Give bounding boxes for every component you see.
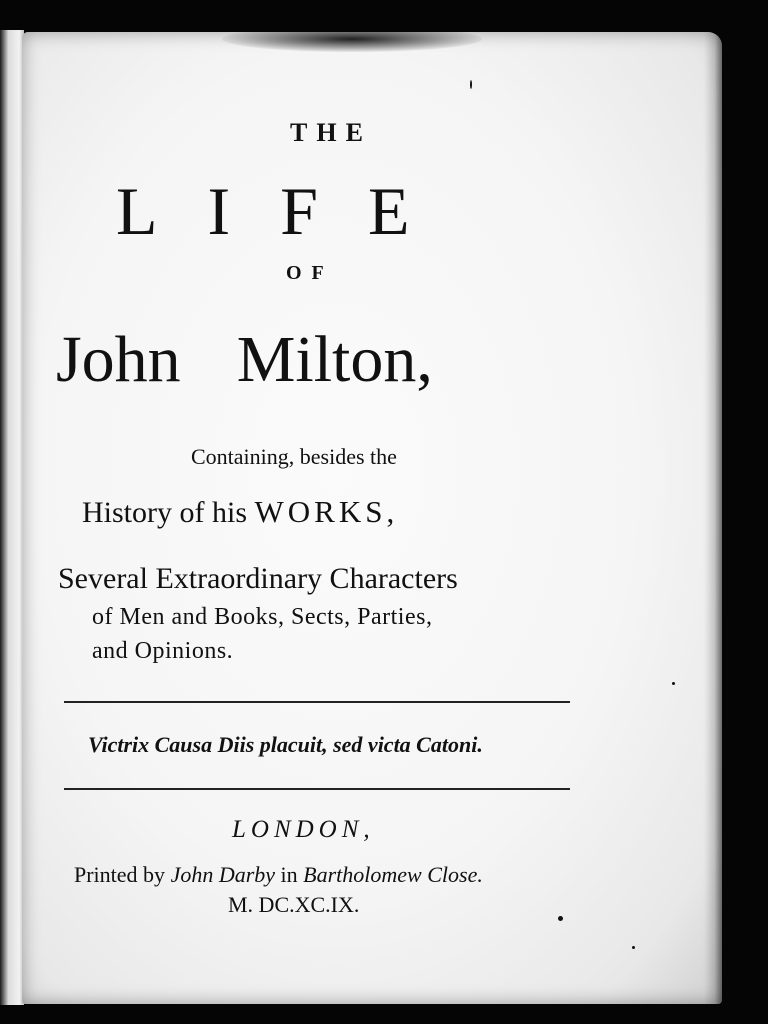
imprint-city: LONDON, [232, 816, 375, 843]
history-works: WORKS, [254, 494, 399, 529]
printer-location: Bartholomew Close. [303, 862, 483, 887]
subtitle-characters: Several Extraordinary Characters [58, 562, 458, 595]
in-word: in [280, 862, 298, 887]
title-life: LIFE [116, 173, 460, 249]
ink-speck [632, 946, 635, 949]
divider-rule-top [64, 701, 570, 703]
subtitle-men-books: of Men and Books, Sects, Parties, [92, 604, 433, 630]
subtitle-opinions: and Opinions. [92, 638, 234, 664]
ink-speck [672, 682, 675, 685]
ink-speck [470, 80, 472, 89]
title-the: THE [290, 118, 372, 147]
author-last-name: Milton, [236, 323, 433, 396]
subtitle-containing: Containing, besides the [191, 444, 397, 469]
imprint-printer-line [74, 862, 483, 888]
author-name [56, 322, 433, 398]
divider-rule-bottom [64, 788, 570, 790]
title-page [22, 32, 722, 1004]
ink-speck [558, 916, 563, 921]
printed-by-label: Printed by [74, 862, 166, 887]
imprint-date: M. DC.XC.IX. [228, 892, 360, 917]
title-of: OF [286, 262, 334, 284]
author-first-name: John [56, 323, 181, 396]
page-edge-wear [704, 32, 722, 1004]
left-page-edge [0, 30, 24, 1005]
latin-motto: Victrix Causa Diis placuit, sed victa Catoni. [88, 732, 483, 757]
page-stain [222, 32, 482, 52]
history-prefix: History of his [82, 496, 247, 529]
subtitle-history [82, 494, 398, 530]
printer-name: John Darby [170, 862, 276, 887]
